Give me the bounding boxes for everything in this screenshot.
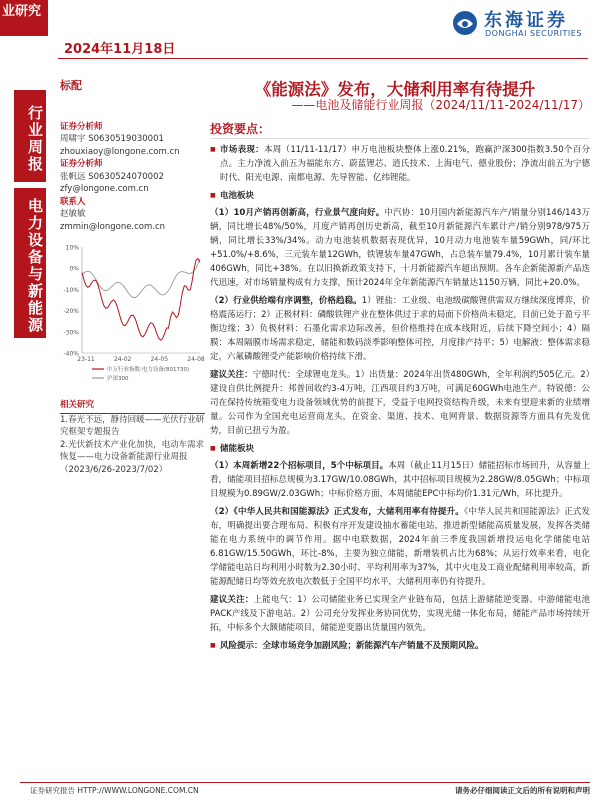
report-type-label: 行业周报 [14,90,46,182]
x-tick-label: 23-11 [77,356,95,363]
y-tick-label: 10% [65,244,79,252]
report-title: 《能源法》发布，大储利用率有待提升 [254,80,536,99]
rating-label: 标配 [60,79,82,92]
paragraph-lead: （2）行业供给端有序调整，价格趋稳。 [210,296,362,306]
report-date: 2024年11月18日 [64,42,176,57]
analyst-email: zfy@longone.com.cn [60,184,149,194]
related-research-item: 2.光伏新技术产业化加快，电动车需求恢复——电力设备新能源行业周报（2023/6/26-2023/7/02） [60,439,205,475]
left-band [0,80,48,800]
report-category-tag: 业研究 [0,0,48,36]
x-tick-label: 24-08 [187,356,205,363]
analyst-name: 张帆远 S0630524070002 [60,171,164,182]
analyst-email: zhouxiaoy@longone.com.cn [60,146,180,157]
logo-english-name: DONGHAI SECURITIES [485,29,582,38]
legend-label: 中万行业指数:电力设备(801730) [107,367,190,373]
battery-paragraph-2 [210,294,590,364]
sector-label: 电力设备与新能源 [14,188,46,338]
footer-website: 证券研究报告 HTTP://WWW.LONGONE.COM.CN [30,786,199,795]
y-tick-label: -30% [63,329,79,337]
storage-section-heading: ■ 储能板块 [210,442,590,456]
chart-svg [60,241,205,391]
contact-name: 赵敏敏 [60,209,86,219]
y-tick-label: -20% [63,308,79,316]
paragraph-text: 《中华人民共和国能源法》正式发布，明确提出要合理布局、积极有序开发建设抽水蓄能电站，推进新型储能高质量发展，发挥各类储能在电力系统中的调节作用。据中电联数据，2024年前三季度我国新增投运电化学储能电站6.81GW/15.50GWh，环比-8%，主要为独立储能，新增装机占比为68%；从运行效率来看，电化学储能电站日均利用小时数为2.30小时、平均利用率为37%，其中火电及工商业配储利用率较高，新能源配储日均等效充放电次数低于全国平均水平，大储利用率仍有待提升。 [210,507,590,587]
y-tick-label: -10% [63,286,79,294]
paragraph-lead: （2）《中华人民共和国能源法》正式发布，大储利用率有待提升。 [210,507,465,517]
storage-suggestion [210,593,590,635]
storage-paragraph-1 [210,459,590,501]
x-tick-label: 24-02 [113,356,132,363]
market-text: 本周（11/11-11/17）申万电池板块整体上涨0.21%，跑赢沪深300指数3.50个百分点。主力净流入前五为福能东方、蔚蓝锂芯、逍氏技术、上海电气、德业股份；净流出前五为宁德时代、阳光电源、南都电源、先导智能、亿纬锂能。 [220,145,590,183]
footer-divider [20,782,590,783]
report-subtitle: ——电池及储能行业周报（2024/11/11-2024/11/17） [291,98,590,112]
suggestion-label: 建议关注： [210,370,253,380]
company-logo [452,4,592,44]
x-tick-label: 24-05 [150,356,169,363]
storage-paragraph-2 [210,505,590,589]
suggestion-text: 上能电气：1）公司储能业务已实现全产业链布局，包括上游储能逆变器、中游储能电池PACK产线及下游电站。2）公司充分发挥业务协同优势，实现光储一体化布局，储能产品市场持续开拓，中标多个大额储能项目，储能逆变器出货量国内领先。 [210,595,590,633]
market-performance-paragraph [210,143,590,185]
battery-suggestion [210,368,590,438]
battery-paragraph-1 [210,206,590,290]
battery-section-heading: ■ 电池板块 [210,189,590,203]
paragraph-text: 中汽协：10月国内新能源汽车产/销量分别146/143万辆，同比增长48%/50%，月度产销再创历史新高，截至10月新能源汽车累计产/销分别978/975万辆，同比增长33%/34%。动力电池装机数据表现优异，10月动力电池装车量59GWh，同/环比+51.0%/+8.6%，三元装车量12GWh，铁锂装车量47GWh，占总装车量79.4%，10月累计装车量406GWh，同比+38%。在以旧换新政策支持下，十月新能源汽车超出预期。各车企新能源新产品迭代迅速，对市场销量构成有力支撑，预计2024年全年新能源汽车销量达1150万辆，同比+20.0%。 [210,208,590,288]
contact-email: zmmin@longone.com.cn [60,221,166,232]
related-research-title: 相关研究 [60,399,205,414]
suggestion-label: 建议关注： [210,595,254,605]
risk-label: 风险提示： [220,641,263,651]
y-tick-label: -40% [63,350,79,358]
related-research-item: 1.春光不远，静待回暖——光伏行业研究框架专题报告 [60,414,205,437]
legend-label: 沪深300 [107,376,129,382]
header-divider [58,58,588,59]
risk-warning [210,639,590,653]
y-tick-label: 0% [69,265,79,273]
paragraph-text: 本周（截止11月15日）储能招标市场回升，从容量上看，储能项目招标总规模为3.17GW/10.08GWh，其中招标项目规模为2.28GW/8.05GWh；中标项目规模为0.89GW/2.03GWh；中标价格方面，本周储能EPC中标均价1.31元/Wh，环比提升。 [210,461,590,499]
section-title: 投资要点： [210,122,590,139]
paragraph-text: 1）锂盐：工业级、电池级碳酸锂供需双方继续深度博弈，价格震荡运行；2）正极材料：磷酸铁锂产业在整体供过于求的局面下价格尚未稳定，目前已处于盈亏平衡边缘；3）负极材料：石墨化需求边际改善，但价格维持在成本线附近，后续下降空间小；4）隔膜：本周隔膜市场需求稳定，储能和数码淡季影响整体可控，月度排产持平；5）电解液：整体需求稳定，六氟磷酸锂受产能影响价格持续下滑。 [210,296,590,362]
risk-text: 全球市场竞争加剧风险；新能源汽车产销量不及预期风险。 [262,641,484,651]
analyst-name: 周啸宇 S0630519030001 [60,134,164,144]
paragraph-lead: （1）本周新增22个招标项目，5个中标项目。 [210,461,389,471]
analyst-role: 证券分析师 [60,121,103,132]
index-performance-chart [60,241,205,391]
footer-disclaimer: 请务必仔细阅读正文后的所有说明和声明 [455,786,590,795]
main-content [210,122,590,657]
logo-chinese-name: 东海证券 [484,10,568,31]
market-label: 市场表现： [220,145,264,155]
analyst-role: 证券分析师 [60,159,103,169]
suggestion-text: 宁德时代：全球锂电龙头。1）出货量：2024年出货480GWh，全年利润约505亿元。2）建设自供比例提升：邦普回收约3-4万吨，江西项目约3万吨，可满足60GWh电池生产。特锐德：公司在保持传统箱变电力设备领域优势的前提下，受益于电网投资结构升级，未来有望迎来新的业绩增量。公司作为全国充电运营商龙头，在资金、渠道、技术、电网背景、数据资源等方面具有先发优势，目前已扭亏为盈。 [210,370,590,436]
logo-mark-icon [452,10,478,36]
sidebar [60,80,205,476]
contact-role: 联系人 [60,196,86,207]
series-line-sector-index [82,259,200,341]
paragraph-lead: （1）10月产销再创新高，行业景气度向好。 [210,208,385,218]
